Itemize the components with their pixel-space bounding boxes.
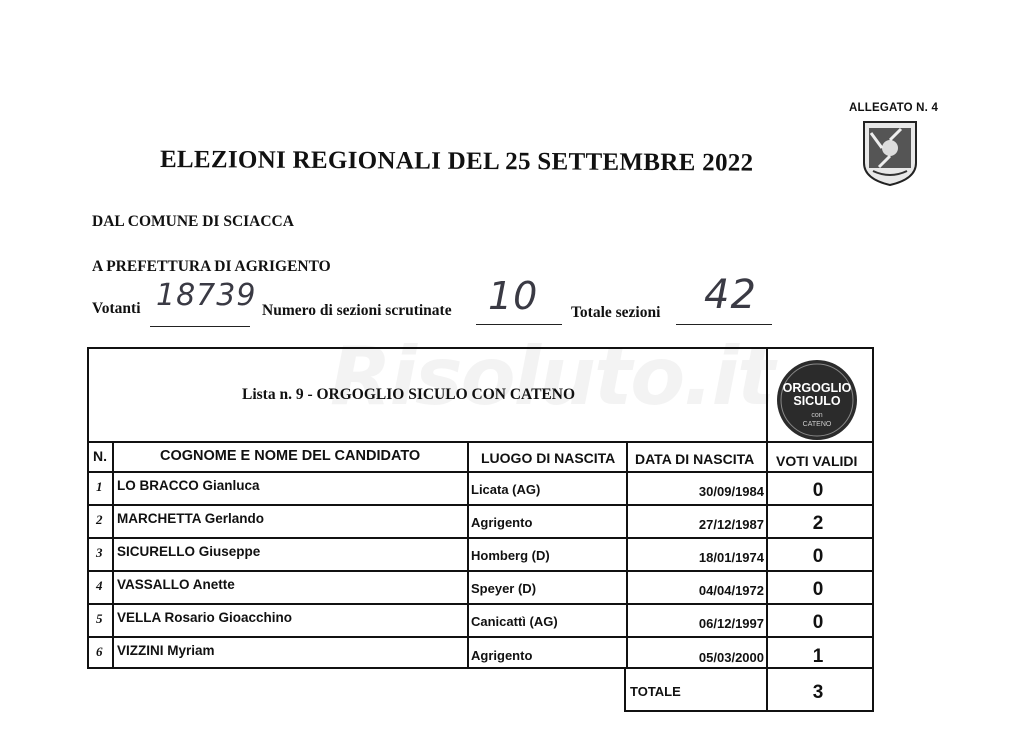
birthplace: Agrigento [471, 648, 533, 663]
votanti-label: Votanti [92, 300, 141, 317]
logo-text-line4: CATENO [802, 421, 832, 428]
sezioni-label: Numero di sezioni scrutinate [262, 302, 452, 319]
candidate-name: SICURELLO Giuseppe [117, 544, 261, 559]
from-municipality: DAL COMUNE DI SCIACCA [92, 213, 294, 230]
orgoglio-siculo-logo [771, 358, 863, 442]
logo-text-line3: con [811, 412, 823, 419]
row-number: 5 [96, 611, 103, 626]
row-number: 3 [96, 545, 103, 560]
birthplace: Agrigento [471, 515, 533, 530]
birthdate: 30/09/1984 [698, 484, 764, 499]
logo-text-line2: SICULO [793, 394, 841, 408]
birthplace: Homberg (D) [471, 548, 550, 563]
annex-label: ALLEGATO N. 4 [849, 102, 939, 114]
logo-text-line1: ORGOGLIO [782, 381, 852, 395]
header-votes: VOTI VALIDI [776, 453, 858, 469]
valid-votes: 1 [812, 646, 824, 667]
header-candidate: COGNOME E NOME DEL CANDIDATO [160, 448, 421, 464]
total-label: TOTALE [630, 684, 681, 699]
birthdate: 04/04/1972 [698, 583, 764, 598]
row-number: 6 [96, 644, 103, 659]
birthdate: 06/12/1997 [698, 616, 764, 631]
valid-votes: 0 [812, 480, 824, 501]
row-number: 2 [96, 512, 103, 527]
candidate-name: VASSALLO Anette [117, 577, 235, 592]
to-prefecture: A PREFETTURA DI AGRIGENTO [92, 258, 331, 275]
valid-votes: 0 [812, 579, 824, 600]
sezioni-value: 10 [488, 274, 539, 318]
list-title: Lista n. 9 - ORGOGLIO SICULO CON CATENO [242, 386, 576, 403]
header-birthdate: DATA DI NASCITA [635, 451, 755, 467]
row-number: 4 [96, 578, 103, 593]
birthdate: 05/03/2000 [698, 650, 764, 665]
birthplace: Canicattì (AG) [471, 614, 558, 629]
sicily-crest-icon [861, 119, 919, 187]
valid-votes: 0 [812, 612, 824, 633]
birthdate: 27/12/1987 [698, 517, 764, 532]
totale-sezioni-value: 42 [704, 272, 757, 318]
page-title: ELEZIONI REGIONALI DEL 25 SETTEMBRE 2022 [159, 146, 754, 177]
candidate-name: VELLA Rosario Gioacchino [117, 610, 293, 625]
votanti-value: 18739 [156, 278, 257, 313]
header-n: N. [93, 448, 107, 464]
row-number: 1 [96, 479, 103, 494]
totale-sezioni-label: Totale sezioni [571, 304, 661, 321]
birthplace: Speyer (D) [471, 581, 537, 596]
summary-line [92, 272, 792, 326]
candidate-name: MARCHETTA Gerlando [117, 511, 264, 526]
candidate-name: VIZZINI Myriam [117, 643, 215, 658]
valid-votes: 2 [812, 513, 824, 534]
valid-votes: 0 [812, 546, 824, 567]
total-votes: 3 [812, 682, 824, 703]
header-birthplace: LUOGO DI NASCITA [481, 450, 616, 466]
birthplace: Licata (AG) [471, 482, 541, 497]
birthdate: 18/01/1974 [698, 550, 764, 565]
candidate-name: LO BRACCO Gianluca [117, 478, 260, 493]
